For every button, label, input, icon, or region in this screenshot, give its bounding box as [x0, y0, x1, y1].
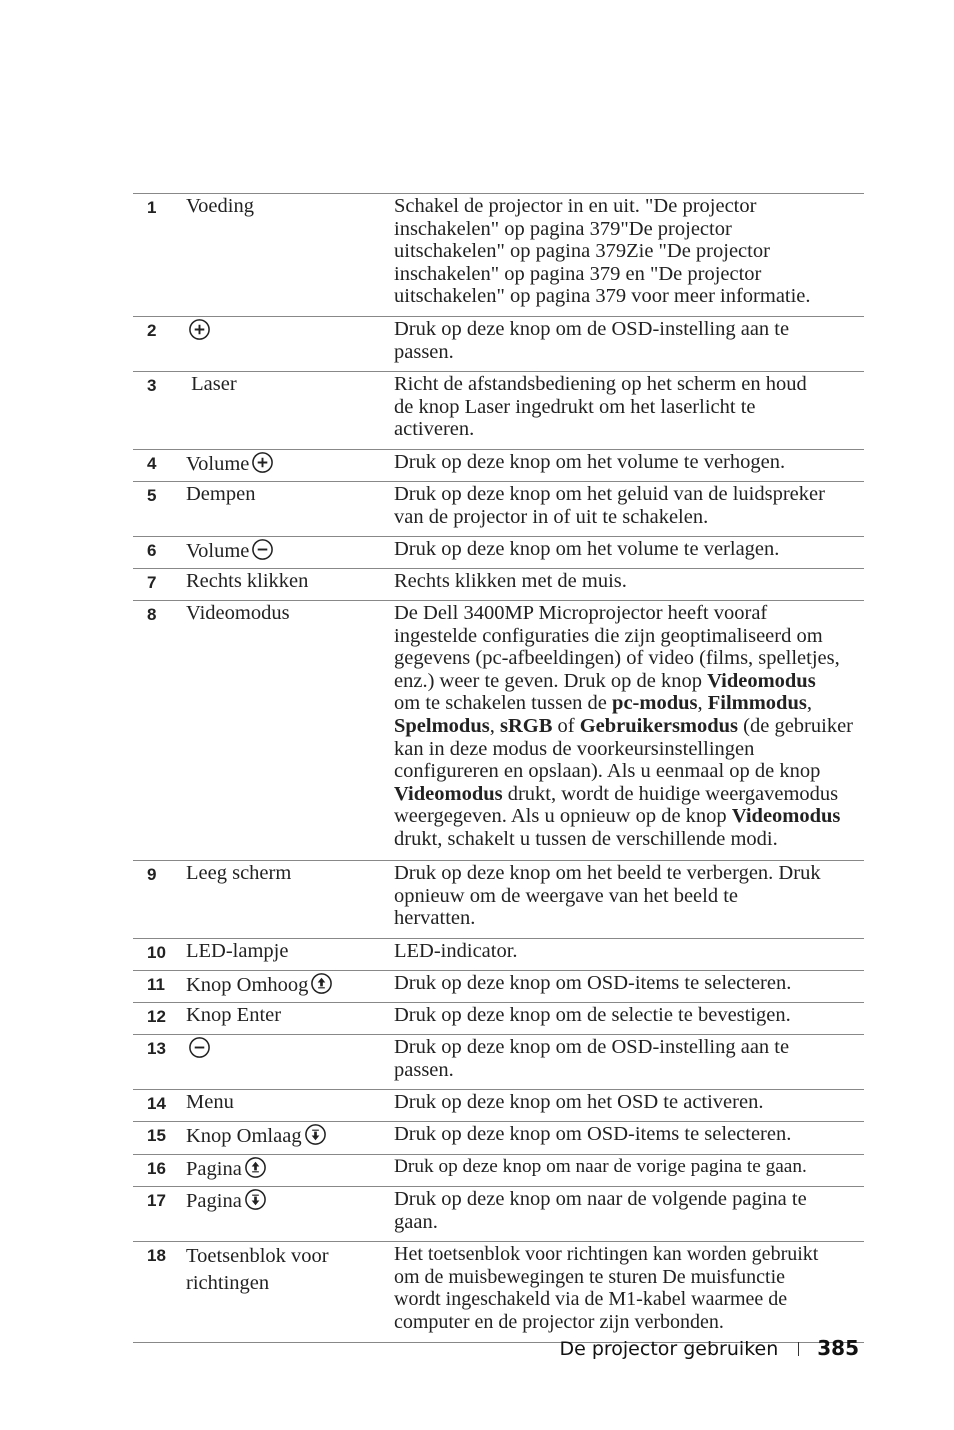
row-label [186, 1004, 386, 1027]
row-label: Toetsenblok voor richtingen [186, 1245, 329, 1294]
table-row [133, 569, 864, 601]
table-row [133, 1122, 864, 1155]
up-arrow-circle-icon [244, 1156, 267, 1185]
row-label [186, 1188, 386, 1217]
row-number: 18 [147, 1246, 166, 1265]
label-text: Pagina [186, 1158, 242, 1180]
row-number: 7 [147, 573, 157, 592]
row-label [186, 538, 386, 567]
table-row [133, 1003, 864, 1035]
table-row [133, 939, 864, 971]
row-number: 17 [147, 1191, 166, 1210]
label-text: Videomodus [186, 602, 290, 624]
row-number: 15 [147, 1126, 166, 1145]
row-description: Druk op deze knop om het volume te verlagen. [394, 538, 780, 560]
row-description: Druk op deze knop om OSD-items te selecteren. [394, 1123, 792, 1145]
table-row [133, 971, 864, 1003]
row-description: Rechts klikken met de muis. [394, 570, 627, 592]
table-row [133, 194, 864, 317]
table-row [133, 1035, 864, 1090]
row-description: Druk op deze knop om naar de volgende pagina te gaan. [394, 1188, 807, 1233]
row-number: 10 [147, 943, 166, 962]
row-number: 11 [147, 975, 165, 994]
row-label [186, 602, 386, 625]
label-text: Knop Enter [186, 1004, 282, 1026]
row-description: Druk op deze knop om het geluid van de luidspreker van de projector in of uit te schakelen. [394, 483, 825, 528]
row-number: 1 [147, 198, 157, 217]
down-arrow-circle-icon [304, 1123, 327, 1152]
label-text: Volume [186, 540, 250, 562]
label-text: Knop Omlaag [186, 1125, 302, 1147]
row-number: 5 [147, 486, 157, 505]
row-label [186, 483, 386, 506]
row-label [186, 1036, 386, 1065]
row-number: 8 [147, 605, 157, 624]
page-footer [559, 1336, 859, 1360]
down-arrow-circle-icon [244, 1188, 267, 1217]
label-text: Laser [186, 373, 237, 395]
row-description: Schakel de projector in en uit. "De projector inschakelen" op pagina 379"De projector uitschakelen" op pagina 379Zie "De projector inschakelen" op pagina 379 en "De projector uitschakelen" op pagina 379 voor meer informatie. [394, 195, 811, 308]
table-row [133, 1090, 864, 1122]
label-text: Dempen [186, 483, 256, 505]
row-number: 16 [147, 1159, 166, 1178]
row-number: 14 [147, 1094, 166, 1113]
row-description: Druk op deze knop om de OSD-instelling aan te passen. [394, 1036, 790, 1081]
up-arrow-circle-icon [310, 972, 333, 1001]
label-text: Volume [186, 453, 250, 475]
row-label [186, 195, 386, 218]
controls-table [133, 193, 864, 1343]
row-number: 9 [147, 865, 157, 884]
row-description: LED-indicator. [394, 940, 518, 962]
label-text: Voeding [186, 195, 254, 217]
label-text: LED-lampje [186, 940, 289, 962]
row-description: Druk op deze knop om de selectie te bevestigen. [394, 1004, 791, 1026]
table-row [133, 450, 864, 482]
table-row [133, 1242, 864, 1343]
footer-section-title: De projector gebruiken [559, 1338, 779, 1360]
row-number: 6 [147, 541, 157, 560]
label-text: Leeg scherm [186, 862, 292, 884]
minus-circle-icon [251, 538, 274, 567]
table-row [133, 601, 864, 861]
row-number: 13 [147, 1039, 166, 1058]
footer-separator [798, 1342, 799, 1356]
row-label [186, 373, 386, 396]
row-description: Druk op deze knop om het beeld te verbergen. Druk opnieuw om de weergave van het beeld te hervatten. [394, 862, 821, 930]
table-row [133, 861, 864, 939]
table-row [133, 372, 864, 450]
row-description: De Dell 3400MP Microprojector heeft vooraf ingestelde configuraties die zijn geoptimaliseerd om gegevens (pc-afbeeldingen) of video (films, spelletjes, enz.) weer te geven. Druk op de knop Videomodus om te schakelen tussen de pc-modus, Filmmodus, Spelmodus, sRGB of Gebruikersmodus (de gebruiker kan in deze modus de voorkeursinstellingen configureren en opslaan). Als u eenmaal op de knop Videomodus drukt, wordt de huidige weergavemodus weergegeven. Als u opnieuw op de knop Videomodus drukt, schakelt u tussen de verschillende modi. [394, 602, 854, 850]
row-label [186, 1156, 386, 1185]
label-text: Rechts klikken [186, 570, 309, 592]
row-label [186, 1123, 386, 1152]
table-row [133, 1155, 864, 1187]
row-label [186, 972, 386, 1001]
row-label [186, 570, 386, 593]
plus-circle-icon [188, 318, 211, 347]
row-description: Druk op deze knop om de OSD-instelling aan te passen. [394, 318, 790, 363]
row-description: Het toetsenblok voor richtingen kan worden gebruikt om de muisbewegingen te sturen De muisfunctie wordt ingeschakeld via de M1-kabel waarmee de computer en de projector zijn verbonden. [394, 1243, 819, 1333]
label-text: Pagina [186, 1190, 242, 1212]
label-text: Menu [186, 1091, 234, 1113]
table-row [133, 317, 864, 372]
table-row [133, 1187, 864, 1242]
row-description: Druk op deze knop om het OSD te activeren. [394, 1091, 764, 1113]
row-number: 3 [147, 376, 157, 395]
row-label [186, 451, 386, 480]
row-label [186, 1091, 386, 1114]
row-description: Druk op deze knop om het volume te verhogen. [394, 451, 786, 473]
plus-circle-icon [251, 451, 274, 480]
table-row [133, 482, 864, 537]
row-label [186, 940, 386, 963]
table-row [133, 537, 864, 569]
row-description: Richt de afstandsbediening op het scherm en houd de knop Laser ingedrukt om het laserlicht te activeren. [394, 373, 807, 441]
row-label [186, 318, 386, 347]
row-number: 12 [147, 1007, 166, 1026]
page-number: 385 [817, 1336, 859, 1360]
row-description: Druk op deze knop om OSD-items te selecteren. [394, 972, 792, 994]
row-number: 2 [147, 321, 157, 340]
minus-circle-icon [188, 1036, 211, 1065]
row-description: Druk op deze knop om naar de vorige pagina te gaan. [394, 1156, 807, 1177]
label-text: Knop Omhoog [186, 974, 309, 996]
row-label [186, 862, 386, 885]
row-number: 4 [147, 454, 157, 473]
